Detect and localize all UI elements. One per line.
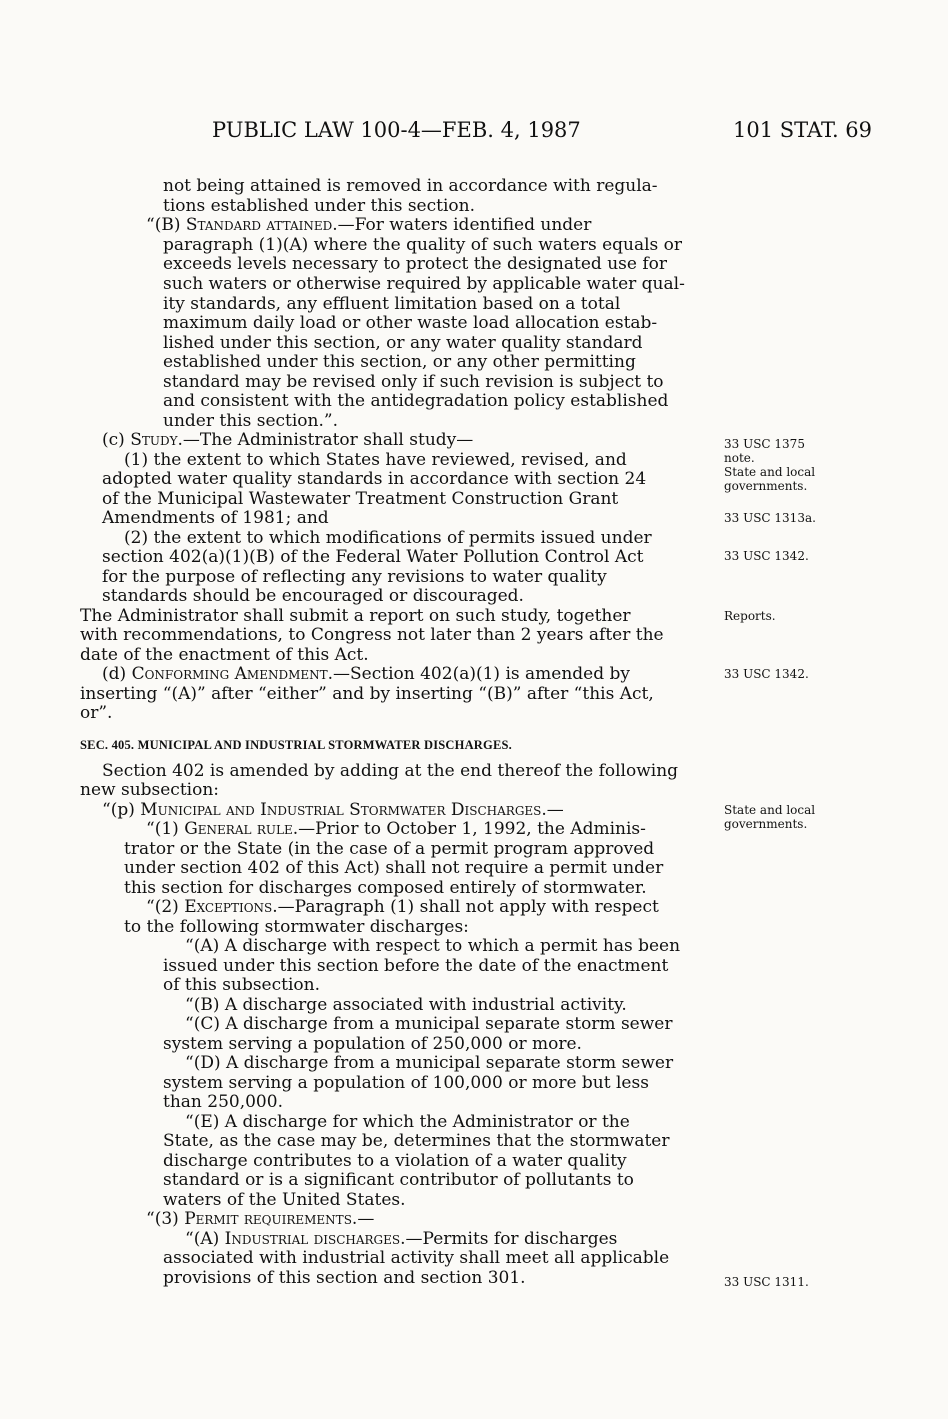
text-run: (c) [102, 430, 131, 450]
text-run: —Paragraph (1) shall not apply with respect [277, 897, 659, 917]
text-line: Amendments of 1981; and [102, 508, 329, 528]
subparagraph-industrial-discharges [185, 1230, 617, 1250]
text-line: standard or is a significant contributor of pollutants to [163, 1170, 634, 1190]
text-line: or”. [80, 703, 113, 723]
text-line: lished under this section, or any water quality standard [163, 333, 643, 353]
margin-note: 33 USC 1311. [724, 1275, 809, 1289]
text-run: “(p) [102, 800, 141, 820]
text-line: Section 402 is amended by adding at the end thereof the following [102, 761, 679, 781]
text-line: inserting “(A)” after “either” and by inserting “(B)” after “this Act, [80, 684, 654, 704]
text-line: “(A) A discharge with respect to which a permit has been [185, 936, 681, 956]
text-run: “(1) [146, 819, 185, 839]
text-run: —For waters identified under [337, 215, 592, 235]
text-line: of the Municipal Wastewater Treatment Construction Grant [102, 489, 619, 509]
subsection-heading: Municipal and Industrial Stormwater Discharges. [140, 800, 547, 820]
text-line: than 250,000. [163, 1092, 283, 1112]
text-line: provisions of this section and section 301. [163, 1268, 526, 1288]
subsection-study [102, 431, 473, 451]
text-run: — [357, 1209, 375, 1229]
subsection-heading: Conforming Amendment. [131, 664, 334, 684]
text-line: new subsection: [80, 780, 220, 800]
subsection-p-heading-line [102, 801, 564, 821]
text-line: established under this section, or any other permitting [163, 352, 636, 372]
margin-note: governments. [724, 479, 808, 493]
text-line: under this section.”. [163, 411, 338, 431]
margin-note: 33 USC 1342. [724, 667, 809, 681]
subsection-conforming-amendment [102, 665, 630, 685]
section-heading: SEC. 405. MUNICIPAL AND INDUSTRIAL STORMWATER DISCHARGES. [80, 738, 512, 752]
text-line: this section for discharges composed entirely of stormwater. [124, 878, 647, 898]
subsection-heading: Study. [130, 430, 183, 450]
text-run: — [546, 800, 564, 820]
margin-note: State and local [724, 803, 816, 817]
text-line: (1) the extent to which States have reviewed, revised, and [124, 450, 627, 470]
text-line: adopted water quality standards in accordance with section 24 [102, 469, 647, 489]
text-line: with recommendations, to Congress not later than 2 years after the [80, 625, 664, 645]
text-line: system serving a population of 250,000 or more. [163, 1034, 582, 1054]
subparagraph-heading: Industrial discharges. [224, 1229, 406, 1249]
text-line: “(D) A discharge from a municipal separate storm sewer [185, 1053, 674, 1073]
running-header-title: PUBLIC LAW 100-4—FEB. 4, 1987 [212, 118, 581, 142]
text-run: —Prior to October 1, 1992, the Adminis- [298, 819, 646, 839]
text-line: under section 402 of this Act) shall not require a permit under [124, 858, 664, 878]
text-line: discharge contributes to a violation of a water quality [163, 1151, 627, 1171]
margin-note: 33 USC 1342. [724, 549, 809, 563]
text-line: not being attained is removed in accordance with regula- [163, 176, 658, 196]
text-line: waters of the United States. [163, 1190, 406, 1210]
paragraph-exceptions [146, 898, 659, 918]
text-line: date of the enactment of this Act. [80, 645, 369, 665]
text-line: exceeds levels necessary to protect the designated use for [163, 254, 667, 274]
margin-note: Reports. [724, 609, 776, 623]
text-line: associated with industrial activity shall meet all applicable [163, 1248, 670, 1268]
margin-note: governments. [724, 817, 808, 831]
page-stat-number: 101 STAT. 69 [733, 118, 873, 142]
text-line: The Administrator shall submit a report on such study, together [80, 606, 631, 626]
text-line: “(C) A discharge from a municipal separate storm sewer [185, 1014, 673, 1034]
paragraph-permit-requirements [146, 1210, 374, 1230]
text-line: section 402(a)(1)(B) of the Federal Water Pollution Control Act [102, 547, 644, 567]
text-line: tions established under this section. [163, 196, 475, 216]
margin-note: 33 USC 1375 [724, 437, 805, 451]
text-line: ity standards, any effluent limitation based on a total [163, 294, 621, 314]
text-line: issued under this section before the date of the enactment [163, 956, 669, 976]
text-line: paragraph (1)(A) where the quality of such waters equals or [163, 235, 683, 255]
text-line: standards should be encouraged or discouraged. [102, 586, 524, 606]
text-run: “(A) [185, 1229, 225, 1249]
text-line: to the following stormwater discharges: [124, 917, 469, 937]
paragraph-heading: Exceptions. [184, 897, 278, 917]
paragraph-heading: Permit requirements. [184, 1209, 358, 1229]
text-line: trator or the State (in the case of a permit program approved [124, 839, 655, 859]
text-line: standard may be revised only if such revision is subject to [163, 372, 664, 392]
text-run: “(B) [146, 215, 186, 235]
text-line: “(B) A discharge associated with industrial activity. [185, 995, 627, 1015]
paragraph-heading: General rule. [184, 819, 299, 839]
text-line: system serving a population of 100,000 or more but less [163, 1073, 649, 1093]
text-run: —Section 402(a)(1) is amended by [333, 664, 630, 684]
text-line: (2) the extent to which modifications of permits issued under [124, 528, 652, 548]
margin-note: State and local [724, 465, 816, 479]
margin-note: note. [724, 451, 755, 465]
text-line: and consistent with the antidegradation policy established [163, 391, 669, 411]
text-line: State, as the case may be, determines that the stormwater [163, 1131, 670, 1151]
text-run: (d) [102, 664, 132, 684]
paragraph-heading: Standard attained. [185, 215, 338, 235]
text-run: —The Administrator shall study— [182, 430, 474, 450]
text-run: —Permits for discharges [405, 1229, 618, 1249]
paragraph-general-rule [146, 820, 646, 840]
text-line: of this subsection. [163, 975, 320, 995]
paragraph-standard-attained [146, 216, 591, 236]
text-line: for the purpose of reflecting any revisions to water quality [102, 567, 607, 587]
text-run: “(2) [146, 897, 185, 917]
text-line: such waters or otherwise required by applicable water qual- [163, 274, 685, 294]
margin-note: 33 USC 1313a. [724, 511, 816, 525]
text-line: “(E) A discharge for which the Administrator or the [185, 1112, 630, 1132]
text-line: maximum daily load or other waste load allocation estab- [163, 313, 658, 333]
text-run: “(3) [146, 1209, 185, 1229]
